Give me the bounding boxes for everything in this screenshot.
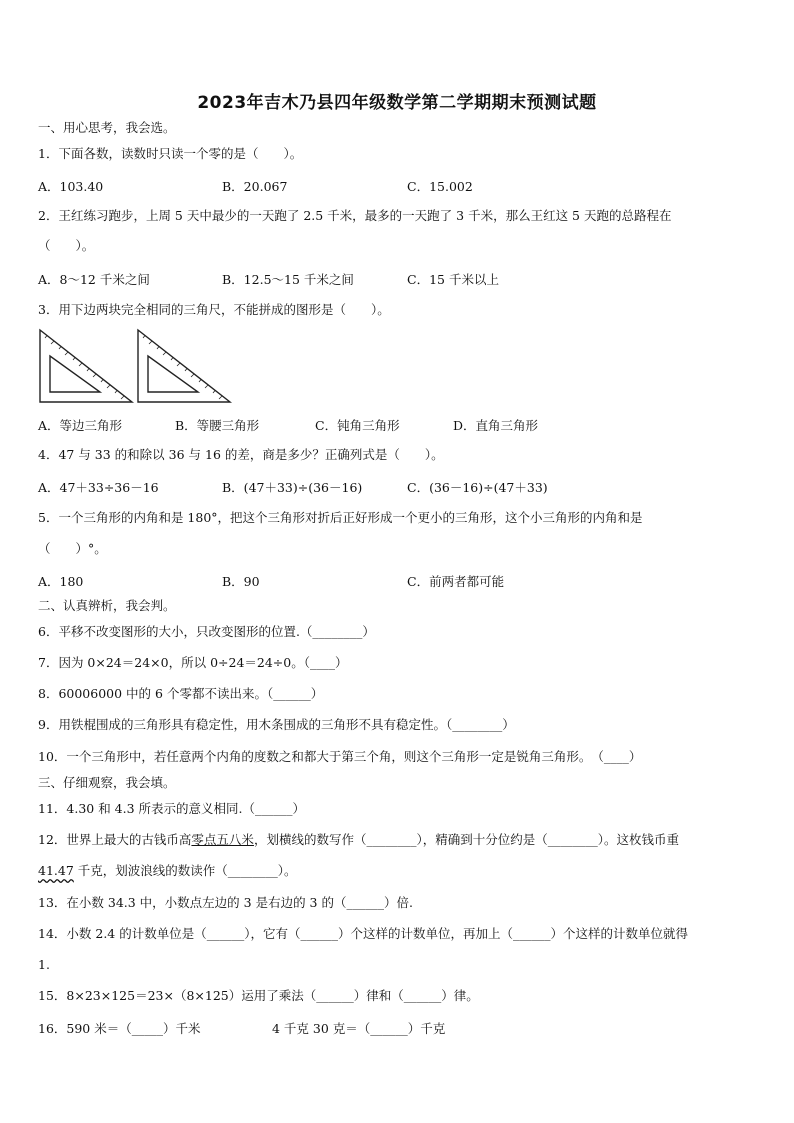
q5-option-c: C．前两者都可能 [407, 574, 505, 589]
q1-option-b: B．20.067 [222, 179, 288, 194]
q1-option-c: C．15.002 [407, 179, 473, 194]
q3-option-c: C．钝角三角形 [315, 418, 400, 433]
q2-option-b: B．12.5～15 千米之间 [222, 272, 354, 287]
set-square-left [40, 330, 132, 402]
question-4: 4．47 与 33 的和除以 36 与 16 的差，商是多少？正确列式是（ ）。 [38, 447, 444, 462]
q12-text-2: ，划横线的数写作（________），精确到十分位约是（________）。这枚钱币重 [253, 832, 679, 847]
question-9: 9．用铁棍围成的三角形具有稳定性，用木条围成的三角形不具有稳定性。（________） [38, 717, 515, 732]
q4-option-a: A．47＋33÷36－16 [38, 480, 159, 495]
question-16-right: 4 千克 30 克＝（______）千克 [272, 1021, 446, 1036]
q12-text-1: 12．世界上最大的古钱币高 [38, 832, 192, 847]
q2-option-c: C．15 千米以上 [407, 272, 499, 287]
question-10: 10．一个三角形中，若任意两个内角的度数之和都大于第三个角，则这个三角形一定是锐角三角形。 （____） [38, 749, 642, 764]
question-2-line-1: 2．王红练习跑步，上周 5 天中最少的一天跑了 2.5 千米，最多的一天跑了 3 千米，那么王红这 5 天跑的总路程在 [38, 208, 672, 223]
question-16-left: 16．590 米＝（_____）千米 [38, 1021, 201, 1036]
question-6: 6．平移不改变图形的大小，只改变图形的位置.（________） [38, 624, 375, 639]
q1-option-a: A．103.40 [38, 179, 104, 194]
page-title: 2023年吉木乃县四年级数学第二学期期末预测试题 [197, 93, 597, 113]
q4-option-b: B．(47＋33)÷(36－16) [222, 480, 363, 495]
q12-underlined-number: 零点五八米 [191, 832, 254, 847]
question-5-line-2: （ ）°。 [38, 541, 107, 556]
question-12-line-2 [38, 863, 756, 879]
question-12-line-1 [38, 832, 756, 848]
question-7: 7．因为 0×24＝24×0，所以 0÷24＝24÷0。（____） [38, 655, 348, 670]
question-14-line-2: 1. [38, 957, 50, 972]
set-square-figure [38, 326, 238, 406]
question-3: 3．用下边两块完全相同的三角尺，不能拼成的图形是（ ）。 [38, 302, 390, 317]
question-13: 13．在小数 34.3 中，小数点左边的 3 是右边的 3 的（______）倍. [38, 895, 413, 910]
question-8: 8．60006000 中的 6 个零都不读出来。（______） [38, 686, 324, 701]
section-heading-choice: 一、用心思考，我会选。 [38, 120, 176, 135]
question-2-line-2: （ ）。 [38, 238, 95, 253]
q5-option-b: B．90 [222, 574, 260, 589]
question-5-line-1: 5．一个三角形的内角和是 180°，把这个三角形对折后正好形成一个更小的三角形，这个小三角形的内角和是 [38, 510, 643, 525]
question-15: 15．8×23×125＝23×（8×125）运用了乘法（______）律和（______）律。 [38, 988, 479, 1003]
section-heading-fill: 三、仔细观察，我会填。 [38, 775, 176, 790]
q3-option-d: D．直角三角形 [453, 418, 539, 433]
q3-option-a: A．等边三角形 [38, 418, 123, 433]
q5-option-a: A．180 [38, 574, 84, 589]
question-1: 1．下面各数，读数时只读一个零的是（ ）。 [38, 146, 303, 161]
question-14-line-1: 14．小数 2.4 的计数单位是（______），它有（______）个这样的计数单位，再加上（______）个这样的计数单位就得 [38, 926, 688, 941]
q3-option-b: B．等腰三角形 [175, 418, 260, 433]
q4-option-c: C．(36－16)÷(47＋33) [407, 480, 548, 495]
section-heading-judge: 二、认真辨析，我会判。 [38, 598, 176, 613]
q2-option-a: A．8～12 千米之间 [38, 272, 150, 287]
set-square-right [138, 330, 230, 402]
question-11: 11．4.30 和 4.3 所表示的意义相同.（______） [38, 801, 306, 816]
q12-text-3: 千克，划波浪线的数读作（________）。 [73, 863, 297, 878]
q12-wavy-number: 41.47 [38, 863, 74, 878]
